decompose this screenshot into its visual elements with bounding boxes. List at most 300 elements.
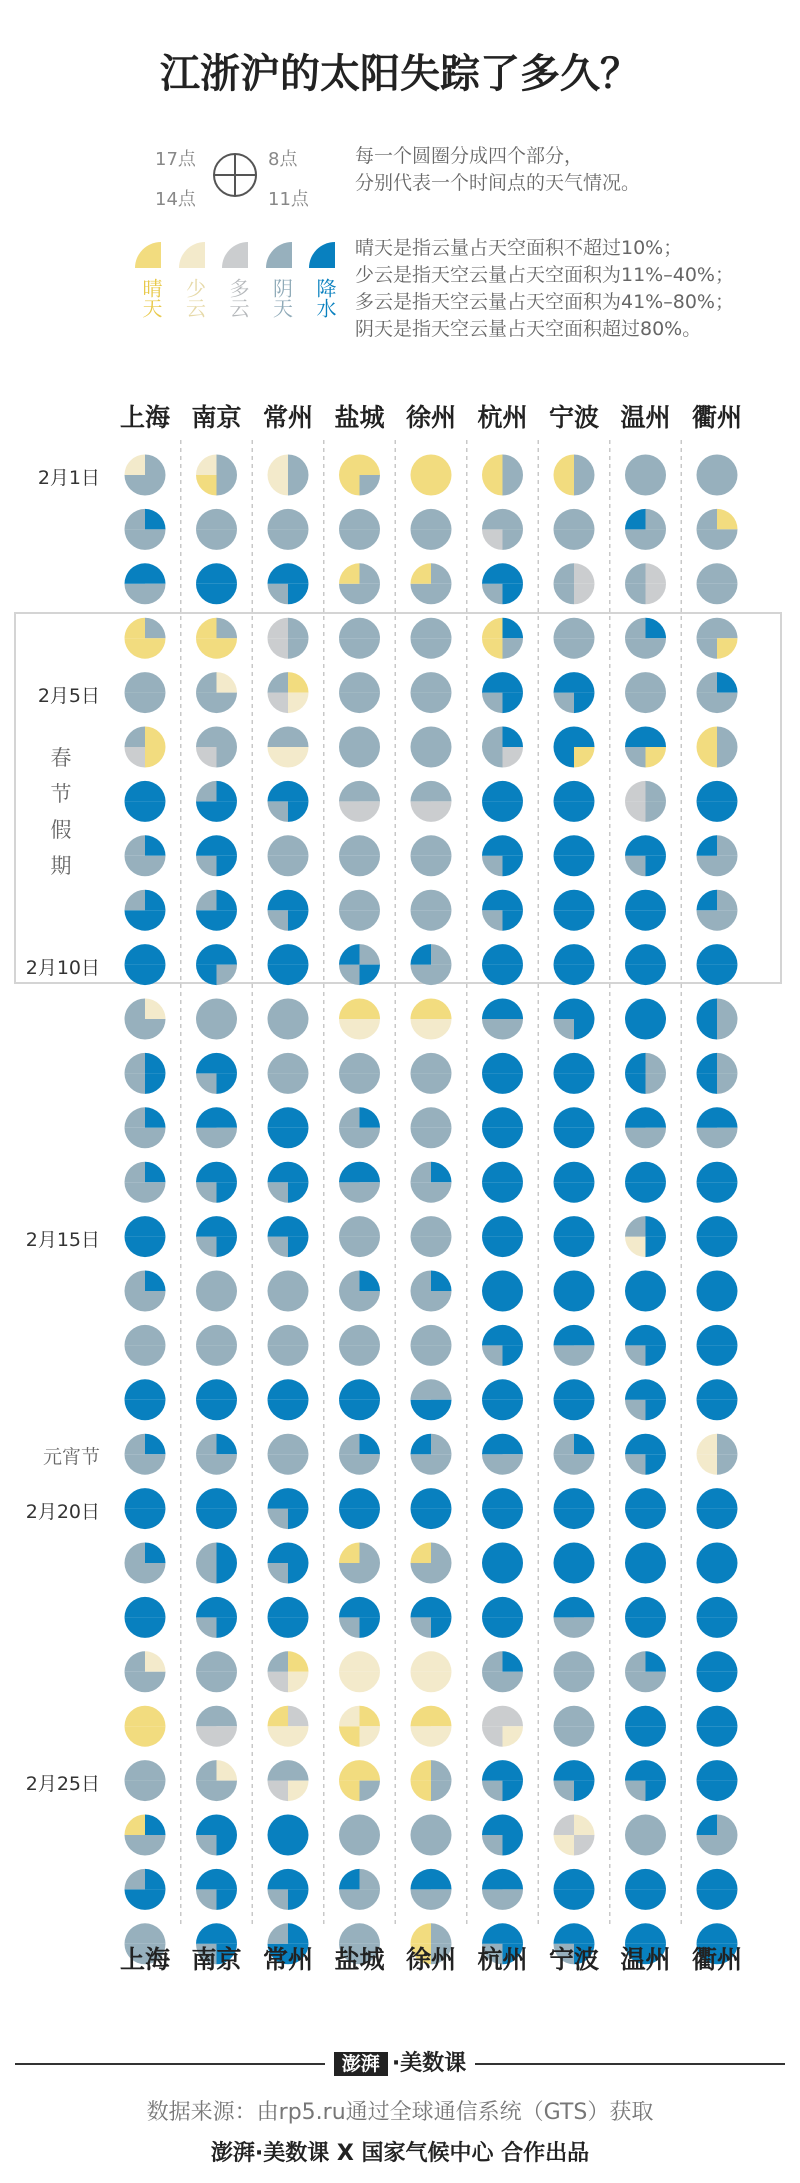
clock-desc-line: 每一个圆圈分成四个部分，: [355, 145, 584, 167]
quadrant-8: [431, 1325, 452, 1346]
quadrant-11: [717, 529, 738, 550]
quadrant-14: [625, 1073, 646, 1094]
quadrant-11: [360, 747, 381, 768]
weather-cell: [125, 999, 166, 1040]
weather-cell: [554, 1107, 595, 1148]
quadrant-11: [431, 801, 452, 822]
quadrant-11: [646, 747, 667, 768]
weather-cell: [268, 1597, 309, 1638]
quadrant-11: [288, 1073, 309, 1094]
quadrant-11: [503, 584, 524, 605]
quadrant-8: [217, 563, 238, 584]
quadrant-17: [697, 1706, 718, 1727]
quadrant-17: [625, 563, 646, 584]
quadrant-8: [431, 1706, 452, 1727]
quadrant-8: [217, 944, 238, 965]
quadrant-14: [625, 1345, 646, 1366]
quadrant-11: [288, 1835, 309, 1856]
quadrant-17: [482, 618, 503, 639]
quadrant-17: [268, 618, 289, 639]
weather-cell: [411, 1434, 452, 1475]
weather-cell: [697, 1162, 738, 1203]
weather-cell: [554, 1814, 595, 1855]
quadrant-8: [717, 1434, 738, 1455]
quadrant-14: [482, 1128, 503, 1149]
quadrant-11: [574, 1182, 595, 1203]
quadrant-8: [217, 1053, 238, 1074]
quadrant-11: [717, 584, 738, 605]
quadrant-11: [360, 529, 381, 550]
quadrant-8: [503, 1434, 524, 1455]
quadrant-14: [196, 1400, 217, 1421]
quadrant-14: [125, 1672, 146, 1693]
quadrant-11: [145, 747, 166, 768]
quadrant-17: [482, 1162, 503, 1183]
quadrant-11: [217, 1182, 238, 1203]
weather-cell: [554, 1869, 595, 1910]
quadrant-17: [482, 1053, 503, 1074]
weather-cell: [125, 1488, 166, 1529]
quadrant-8: [360, 1869, 381, 1890]
quadrant-8: [360, 1706, 381, 1727]
quadrant-17: [268, 1760, 289, 1781]
quadrant-17: [125, 563, 146, 584]
weather-cell: [125, 1162, 166, 1203]
quadrant-17: [411, 1543, 432, 1564]
quadrant-14: [482, 1889, 503, 1910]
quadrant-11: [574, 1019, 595, 1040]
quadrant-14: [268, 1345, 289, 1366]
quadrant-11: [360, 1617, 381, 1638]
quadrant-17: [125, 1597, 146, 1618]
weather-cell: [196, 1814, 237, 1855]
quadrant-8: [360, 1651, 381, 1672]
weather-cell: [411, 944, 452, 985]
quadrant-17: [554, 455, 575, 476]
quadrant-11: [574, 1345, 595, 1366]
quadrant-14: [482, 801, 503, 822]
quadrant-8: [503, 1053, 524, 1074]
weather-cell: [196, 1597, 237, 1638]
quadrant-14: [411, 1237, 432, 1258]
quadrant-14: [482, 475, 503, 496]
quadrant-8: [574, 727, 595, 748]
quadrant-14: [411, 693, 432, 714]
quadrant-8: [360, 1107, 381, 1128]
city-header-bottom: 常州: [262, 1945, 313, 1974]
quadrant-8: [503, 672, 524, 693]
quadrant-17: [625, 1379, 646, 1400]
quadrant-14: [268, 1400, 289, 1421]
city-header-top: 常州: [262, 403, 313, 432]
weather-cell: [697, 1216, 738, 1257]
weather-cell: [339, 1271, 380, 1312]
quadrant-17: [196, 618, 217, 639]
quadrant-14: [125, 1182, 146, 1203]
quadrant-14: [196, 1617, 217, 1638]
quadrant-14: [268, 747, 289, 768]
weather-cell: [268, 944, 309, 985]
quadrant-14: [125, 1400, 146, 1421]
quadrant-14: [268, 638, 289, 659]
quadrant-8: [717, 1814, 738, 1835]
quadrant-17: [125, 1543, 146, 1564]
weather-cell: [625, 999, 666, 1040]
lantern-festival-label: 元宵节: [42, 1446, 100, 1469]
quadrant-17: [482, 944, 503, 965]
quadrant-8: [217, 672, 238, 693]
weather-cell: [482, 1706, 523, 1747]
quadrant-8: [503, 509, 524, 530]
quadrant-8: [574, 1760, 595, 1781]
quadrant-11: [646, 1182, 667, 1203]
weather-cell: [554, 1597, 595, 1638]
weather-cell: [554, 727, 595, 768]
quadrant-11: [646, 965, 667, 986]
weather-cell: [196, 890, 237, 931]
quadrant-11: [646, 1345, 667, 1366]
quadrant-14: [625, 584, 646, 605]
quadrant-8: [288, 1597, 309, 1618]
weather-cell: [411, 1597, 452, 1638]
quadrant-17: [482, 1488, 503, 1509]
quadrant-17: [268, 1706, 289, 1727]
quadrant-14: [196, 1345, 217, 1366]
quadrant-11: [646, 1128, 667, 1149]
quadrant-8: [717, 1597, 738, 1618]
quadrant-8: [360, 563, 381, 584]
quadrant-8: [288, 1053, 309, 1074]
quadrant-17: [196, 1597, 217, 1618]
quadrant-14: [268, 801, 289, 822]
quadrant-11: [217, 1345, 238, 1366]
quadrant-14: [339, 1672, 360, 1693]
weather-cell: [339, 999, 380, 1040]
quadrant-14: [697, 529, 718, 550]
quadrant-11: [288, 1617, 309, 1638]
quadrant-11: [217, 584, 238, 605]
quadrant-14: [625, 1182, 646, 1203]
quadrant-17: [411, 835, 432, 856]
weather-cell: [339, 1706, 380, 1747]
quadrant-8: [288, 727, 309, 748]
quadrant-17: [554, 1216, 575, 1237]
quadrant-17: [482, 455, 503, 476]
quadrant-8: [503, 1597, 524, 1618]
quadrant-8: [646, 1053, 667, 1074]
quadrant-11: [646, 584, 667, 605]
quadrant-14: [411, 1889, 432, 1910]
quadrant-11: [145, 1400, 166, 1421]
quadrant-14: [125, 1726, 146, 1747]
weather-cell: [697, 781, 738, 822]
weather-cell: [554, 835, 595, 876]
quadrant-14: [339, 1781, 360, 1802]
quadrant-17: [625, 890, 646, 911]
quadrant-14: [482, 529, 503, 550]
quadrant-14: [625, 1291, 646, 1312]
quadrant-11: [503, 1291, 524, 1312]
quadrant-14: [125, 529, 146, 550]
quadrant-14: [697, 1237, 718, 1258]
quadrant-11: [574, 965, 595, 986]
quadrant-14: [268, 1237, 289, 1258]
weather-cell: [268, 1325, 309, 1366]
weather-cell: [411, 1814, 452, 1855]
quadrant-14: [268, 1726, 289, 1747]
quadrant-14: [697, 1345, 718, 1366]
weather-cell: [482, 1216, 523, 1257]
chart-title: 江浙沪的太阳失踪了多久？: [160, 51, 640, 97]
quadrant-14: [554, 747, 575, 768]
weather-cell: [697, 1543, 738, 1584]
quadrant-11: [431, 1182, 452, 1203]
quadrant-8: [717, 1706, 738, 1727]
quadrant-11: [717, 638, 738, 659]
quadrant-8: [288, 455, 309, 476]
weather-cell: [482, 890, 523, 931]
weather-cell: [196, 563, 237, 604]
quadrant-17: [697, 455, 718, 476]
quadrant-11: [503, 529, 524, 550]
weather-cell: [411, 509, 452, 550]
quadrant-8: [574, 999, 595, 1020]
clock-label-top-right: 8点: [268, 149, 298, 170]
weather-cell: [339, 1814, 380, 1855]
quadrant-11: [646, 475, 667, 496]
quadrant-11: [574, 529, 595, 550]
quadrant-8: [717, 1869, 738, 1890]
quadrant-8: [145, 890, 166, 911]
clock-label-bottom-left: 14点: [155, 189, 196, 210]
quadrant-11: [145, 1345, 166, 1366]
quadrant-17: [482, 563, 503, 584]
weather-cell: [482, 1814, 523, 1855]
quadrant-14: [196, 1889, 217, 1910]
quadrant-8: [574, 835, 595, 856]
quadrant-11: [217, 1781, 238, 1802]
quadrant-11: [145, 1182, 166, 1203]
weather-cell: [554, 1325, 595, 1366]
quadrant-11: [574, 1454, 595, 1475]
quadrant-14: [554, 910, 575, 931]
quadrant-8: [360, 781, 381, 802]
quadrant-17: [339, 672, 360, 693]
quadrant-8: [288, 1651, 309, 1672]
quadrant-17: [196, 1706, 217, 1727]
quadrant-8: [431, 618, 452, 639]
holiday-label-char: 假: [50, 818, 72, 842]
quadrant-14: [125, 965, 146, 986]
weather-cell: [411, 1107, 452, 1148]
quadrant-14: [554, 529, 575, 550]
weather-cell: [196, 781, 237, 822]
quadrant-14: [411, 1400, 432, 1421]
quadrant-14: [339, 1617, 360, 1638]
quadrant-11: [288, 638, 309, 659]
quadrant-17: [339, 1488, 360, 1509]
weather-cell: [125, 455, 166, 496]
quadrant-8: [717, 890, 738, 911]
weather-cell: [411, 1488, 452, 1529]
weather-cell: [411, 890, 452, 931]
weather-cell: [697, 944, 738, 985]
weather-cell: [625, 1869, 666, 1910]
quadrant-8: [717, 1107, 738, 1128]
quadrant-14: [554, 1400, 575, 1421]
quadrant-11: [360, 584, 381, 605]
weather-cell: [125, 563, 166, 604]
quadrant-8: [288, 1814, 309, 1835]
quadrant-14: [554, 1237, 575, 1258]
quadrant-11: [288, 693, 309, 714]
quadrant-8: [145, 1488, 166, 1509]
weather-cell: [697, 672, 738, 713]
data-source: 数据来源：由rp5.ru通过全球通信系统（GTS）获取: [146, 2100, 654, 2125]
quadrant-11: [503, 1889, 524, 1910]
quadrant-17: [125, 1216, 146, 1237]
quadrant-17: [482, 1107, 503, 1128]
quadrant-14: [482, 856, 503, 877]
quadrant-14: [268, 1291, 289, 1312]
quadrant-14: [625, 1454, 646, 1475]
weather-cell: [554, 672, 595, 713]
quadrant-14: [125, 475, 146, 496]
quadrant-17: [196, 890, 217, 911]
quadrant-14: [554, 1889, 575, 1910]
quadrant-11: [646, 1454, 667, 1475]
quadrant-8: [717, 1271, 738, 1292]
quadrant-14: [411, 529, 432, 550]
quadrant-8: [360, 1434, 381, 1455]
quadrant-14: [196, 1073, 217, 1094]
weather-cell: [339, 1216, 380, 1257]
quadrant-11: [717, 1291, 738, 1312]
quadrant-8: [717, 509, 738, 530]
quadrant-8: [646, 1162, 667, 1183]
quadrant-11: [574, 856, 595, 877]
quadrant-8: [288, 999, 309, 1020]
quadrant-17: [697, 563, 718, 584]
weather-cell: [625, 1597, 666, 1638]
quadrant-14: [697, 1726, 718, 1747]
quadrant-17: [339, 1869, 360, 1890]
quadrant-14: [268, 1781, 289, 1802]
quadrant-14: [339, 1563, 360, 1584]
quadrant-17: [554, 618, 575, 639]
quadrant-11: [145, 1019, 166, 1040]
quadrant-11: [360, 965, 381, 986]
quadrant-11: [360, 1726, 381, 1747]
quadrant-11: [574, 1237, 595, 1258]
quadrant-8: [145, 1379, 166, 1400]
weather-cell: [411, 618, 452, 659]
quadrant-17: [411, 1325, 432, 1346]
weather-cell: [625, 455, 666, 496]
weather-cell: [411, 835, 452, 876]
quadrant-8: [646, 1107, 667, 1128]
quadrant-17: [339, 1325, 360, 1346]
quadrant-8: [574, 455, 595, 476]
quadrant-17: [339, 781, 360, 802]
quadrant-11: [503, 475, 524, 496]
quadrant-11: [717, 910, 738, 931]
quadrant-14: [411, 1563, 432, 1584]
quadrant-8: [431, 1543, 452, 1564]
quadrant-8: [431, 727, 452, 748]
weather-cell: [697, 1869, 738, 1910]
quadrant-8: [360, 1597, 381, 1618]
weather-cell: [554, 1651, 595, 1692]
quadrant-8: [145, 1271, 166, 1292]
weather-cell: [196, 618, 237, 659]
quadrant-8: [431, 1053, 452, 1074]
quadrant-17: [625, 1325, 646, 1346]
legend-swatch-label: 降水: [313, 278, 337, 318]
quadrant-17: [482, 1760, 503, 1781]
quadrant-14: [625, 856, 646, 877]
quadrant-11: [646, 638, 667, 659]
quadrant-11: [503, 1454, 524, 1475]
quadrant-17: [339, 1543, 360, 1564]
quadrant-14: [411, 1781, 432, 1802]
quadrant-8: [431, 1651, 452, 1672]
weather-cell: [482, 672, 523, 713]
weather-cell: [482, 835, 523, 876]
quadrant-8: [217, 1869, 238, 1890]
quadrant-11: [288, 856, 309, 877]
quadrant-14: [411, 475, 432, 496]
quadrant-11: [574, 1889, 595, 1910]
quadrant-14: [339, 1509, 360, 1530]
quadrant-8: [217, 1379, 238, 1400]
quadrant-8: [145, 563, 166, 584]
quadrant-14: [339, 1889, 360, 1910]
quadrant-14: [196, 529, 217, 550]
quadrant-8: [145, 1216, 166, 1237]
quadrant-14: [125, 1345, 146, 1366]
weather-cell: [697, 509, 738, 550]
quadrant-14: [482, 638, 503, 659]
quadrant-17: [268, 1053, 289, 1074]
quadrant-17: [268, 727, 289, 748]
quadrant-17: [697, 781, 718, 802]
quadrant-8: [360, 1760, 381, 1781]
weather-cell: [125, 1216, 166, 1257]
quadrant-11: [717, 1400, 738, 1421]
weather-cell: [625, 1053, 666, 1094]
quadrant-11: [646, 693, 667, 714]
quadrant-8: [574, 1107, 595, 1128]
quadrant-14: [125, 1781, 146, 1802]
weather-cell: [339, 1434, 380, 1475]
weather-cell: [196, 1379, 237, 1420]
quadrant-11: [717, 1237, 738, 1258]
quadrant-11: [288, 1889, 309, 1910]
quadrant-11: [145, 638, 166, 659]
quadrant-11: [717, 475, 738, 496]
quadrant-17: [196, 781, 217, 802]
quadrant-11: [288, 1291, 309, 1312]
quadrant-14: [339, 1182, 360, 1203]
weather-cell: [554, 1543, 595, 1584]
clock-label-bottom-right: 11点: [268, 189, 309, 210]
quadrant-8: [503, 1543, 524, 1564]
quadrant-11: [360, 638, 381, 659]
weather-cell: [482, 563, 523, 604]
quadrant-8: [288, 672, 309, 693]
quadrant-17: [268, 1543, 289, 1564]
